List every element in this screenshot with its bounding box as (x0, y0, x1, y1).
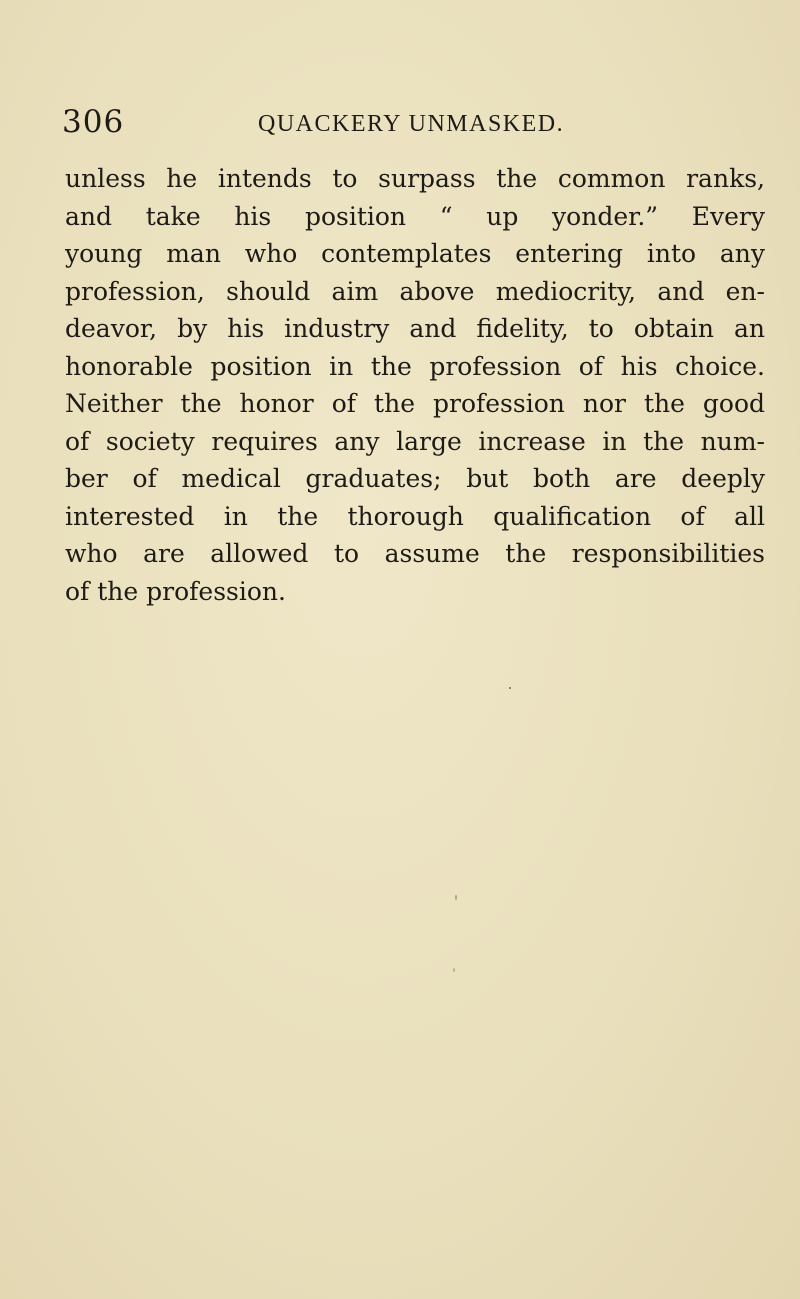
body-paragraph (65, 160, 765, 610)
text-line: profession, should aim above mediocrity, and en- (65, 276, 765, 306)
text-line: of society requires any large increase in the num- (65, 426, 765, 456)
paper-speck (455, 895, 457, 900)
text-line: honorable position in the profession of his choice. (65, 351, 765, 381)
text-line: of the profession. (65, 576, 286, 606)
text-line: young man who contemplates entering into any (65, 239, 765, 268)
running-title: QUACKERY UNMASKED. (258, 111, 565, 137)
text-line: Neither the honor of the profession nor the good (65, 389, 765, 418)
text-line: interested in the thorough qualification of all (65, 501, 765, 531)
paper-speck (509, 687, 511, 689)
text-line: deavor, by his industry and fidelity, to obtain an (65, 314, 765, 343)
paper-speck (453, 968, 455, 972)
text-line: and take his position “ up yonder.” Every (65, 201, 765, 231)
text-line: ber of medical graduates; but both are deeply (65, 464, 765, 493)
text-line: who are allowed to assume the responsibilities (65, 539, 765, 568)
text-line: unless he intends to surpass the common ranks, (65, 164, 765, 193)
page-number: 306 (62, 104, 125, 140)
